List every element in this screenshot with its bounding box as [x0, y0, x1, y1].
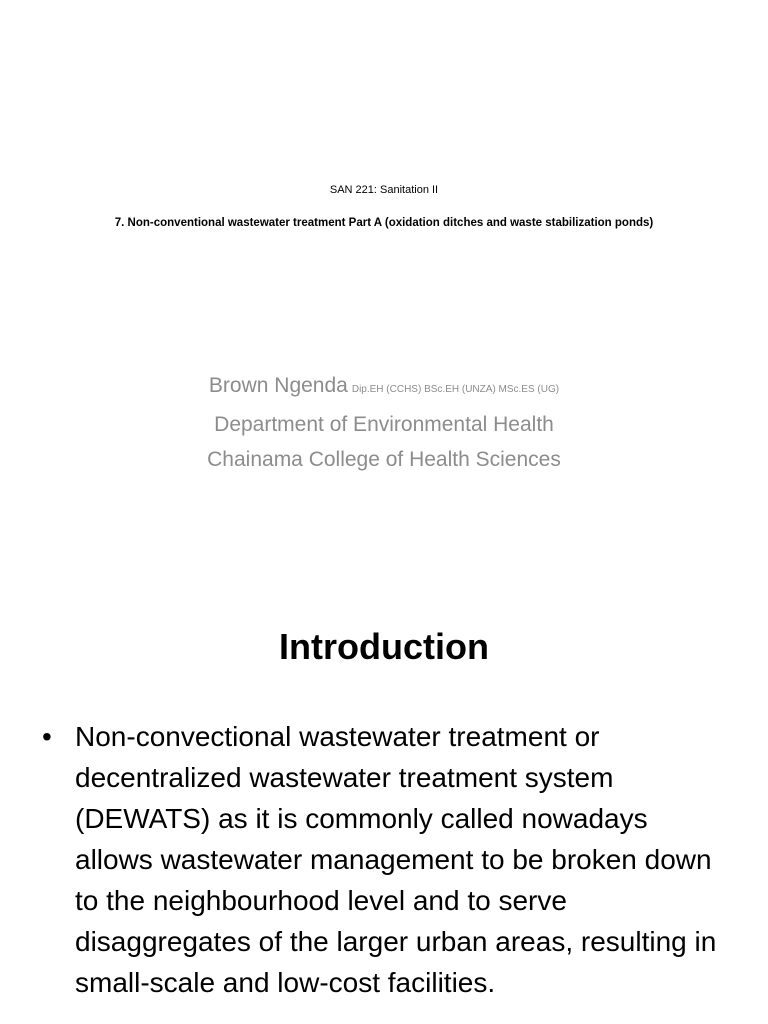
college: Chainama College of Health Sciences	[207, 448, 561, 471]
author-name: Brown Ngenda	[208, 374, 348, 397]
author-credentials: Dip.EH (CCHS) BSc.EH (UNZA) MSc.ES (UG)	[351, 384, 560, 395]
course-code: SAN 221: Sanitation II	[329, 184, 439, 196]
bullet-item	[42, 716, 732, 1003]
author-line	[0, 368, 768, 407]
department: Department of Environmental Health	[214, 413, 554, 436]
section-title: Introduction	[279, 626, 489, 667]
lecture-title: 7. Non-conventional wastewater treatment Part A (oxidation ditches and waste stabilization ponds)	[114, 217, 654, 229]
author-block	[0, 368, 768, 477]
bullet-list	[0, 716, 768, 1003]
bullet-dot-icon: •	[42, 721, 52, 752]
bullet-text: Non-convectional wastewater treatment or decentralized wastewater treatment system (DEWATS) as it is commonly called nowadays allows wastewater management to be broken down to the neighbourhood level and to serve disaggregates of the larger urban areas, resulting in small-scale and low-cost facilities.	[75, 721, 717, 998]
